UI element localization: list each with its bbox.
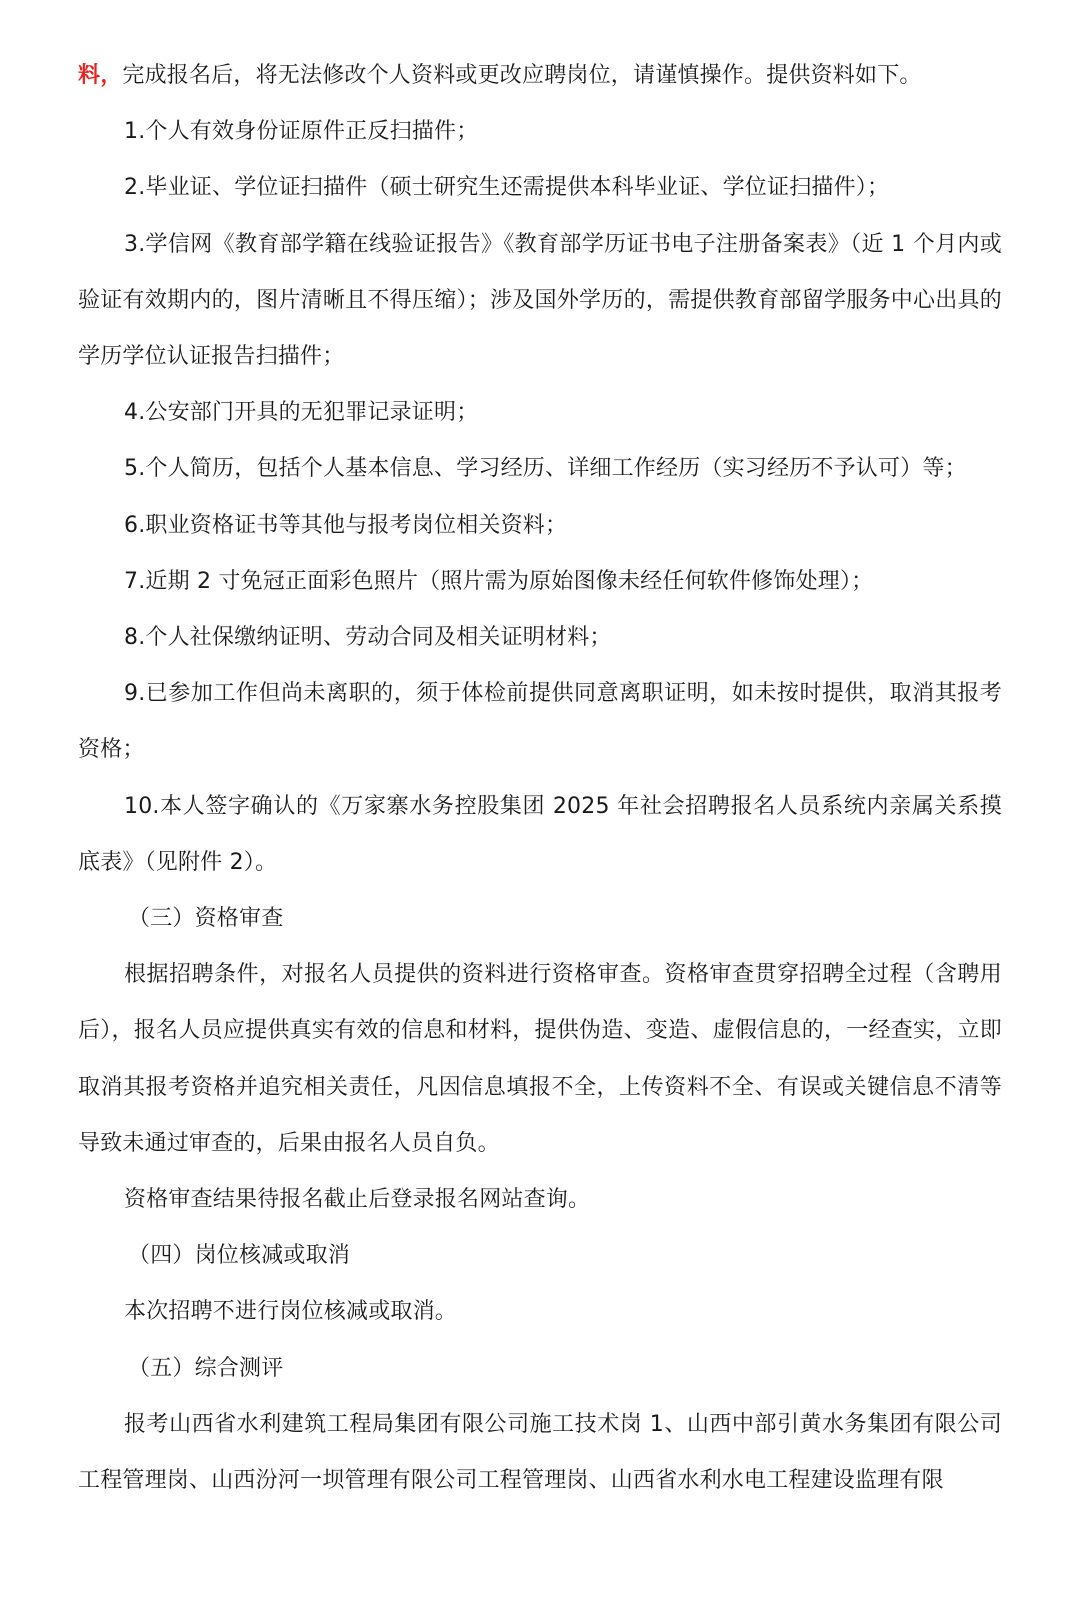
section-heading-comprehensive-evaluation: （五）综合测评	[128, 1355, 284, 1381]
section-heading-position-reduction: （四）岗位核减或取消	[128, 1243, 351, 1269]
list-item: 1.个人有效身份证原件正反扫描件；	[124, 119, 479, 145]
paragraph: 资格审查结果待报名截止后登录报名网站查询。	[124, 1187, 591, 1213]
list-item: 3.学信网《教育部学籍在线验证报告》《教育部学历证书电子注册备案表》（近 1 个月内或验证有效期内的，图片清晰且不得压缩）；涉及国外学历的，需提供教育部留学服务中心出具的学历学位认证报告扫描件；	[78, 231, 1002, 370]
paragraph: 根据招聘条件，对报名人员提供的资料进行资格审查。资格审查贯穿招聘全过程（含聘用后），报名人员应提供真实有效的信息和材料，提供伪造、变造、虚假信息的，一经查实，立即取消其报考资格并追究相关责任，凡因信息填报不全，上传资料不全、有误或关键信息不清等导致未通过审查的，后果由报名人员自负。	[78, 962, 1002, 1156]
list-item: 10.本人签字确认的《万家寨水务控股集团 2025 年社会招聘报名人员系统内亲属关系摸底表》（见附件 2）。	[78, 793, 1002, 875]
list-item: 2.毕业证、学位证扫描件（硕士研究生还需提供本科毕业证、学位证扫描件）；	[124, 175, 890, 201]
document-page	[78, 48, 1002, 1509]
list-item: 5.个人简历，包括个人基本信息、学习经历、详细工作经历（实习经历不予认可）等；	[124, 456, 967, 482]
paragraph: 报考山西省水利建筑工程局集团有限公司施工技术岗 1、山西中部引黄水务集团有限公司工程管理岗、山西汾河一坝管理有限公司工程管理岗、山西省水利水电工程建设监理有限	[78, 1411, 1002, 1494]
lead-text: 完成报名后，将无法修改个人资料或更改应聘岗位，请谨慎操作。提供资料如下。	[122, 63, 922, 88]
list-item: 9.已参加工作但尚未离职的，须于体检前提供同意离职证明，如未按时提供，取消其报考资格；	[78, 681, 1002, 763]
lead-paragraph	[78, 48, 1002, 104]
list-item: 7.近期 2 寸免冠正面彩色照片（照片需为原始图像未经任何软件修饰处理）；	[124, 568, 874, 594]
lead-emphasis: 料，	[78, 63, 123, 88]
list-item: 6.职业资格证书等其他与报考岗位相关资料；	[124, 512, 568, 538]
list-item: 4.公安部门开具的无犯罪记录证明；	[124, 400, 479, 426]
section-heading-qualification-review: （三）资格审查	[128, 906, 284, 932]
list-item: 8.个人社保缴纳证明、劳动合同及相关证明材料；	[124, 625, 612, 651]
paragraph: 本次招聘不进行岗位核减或取消。	[124, 1299, 458, 1325]
